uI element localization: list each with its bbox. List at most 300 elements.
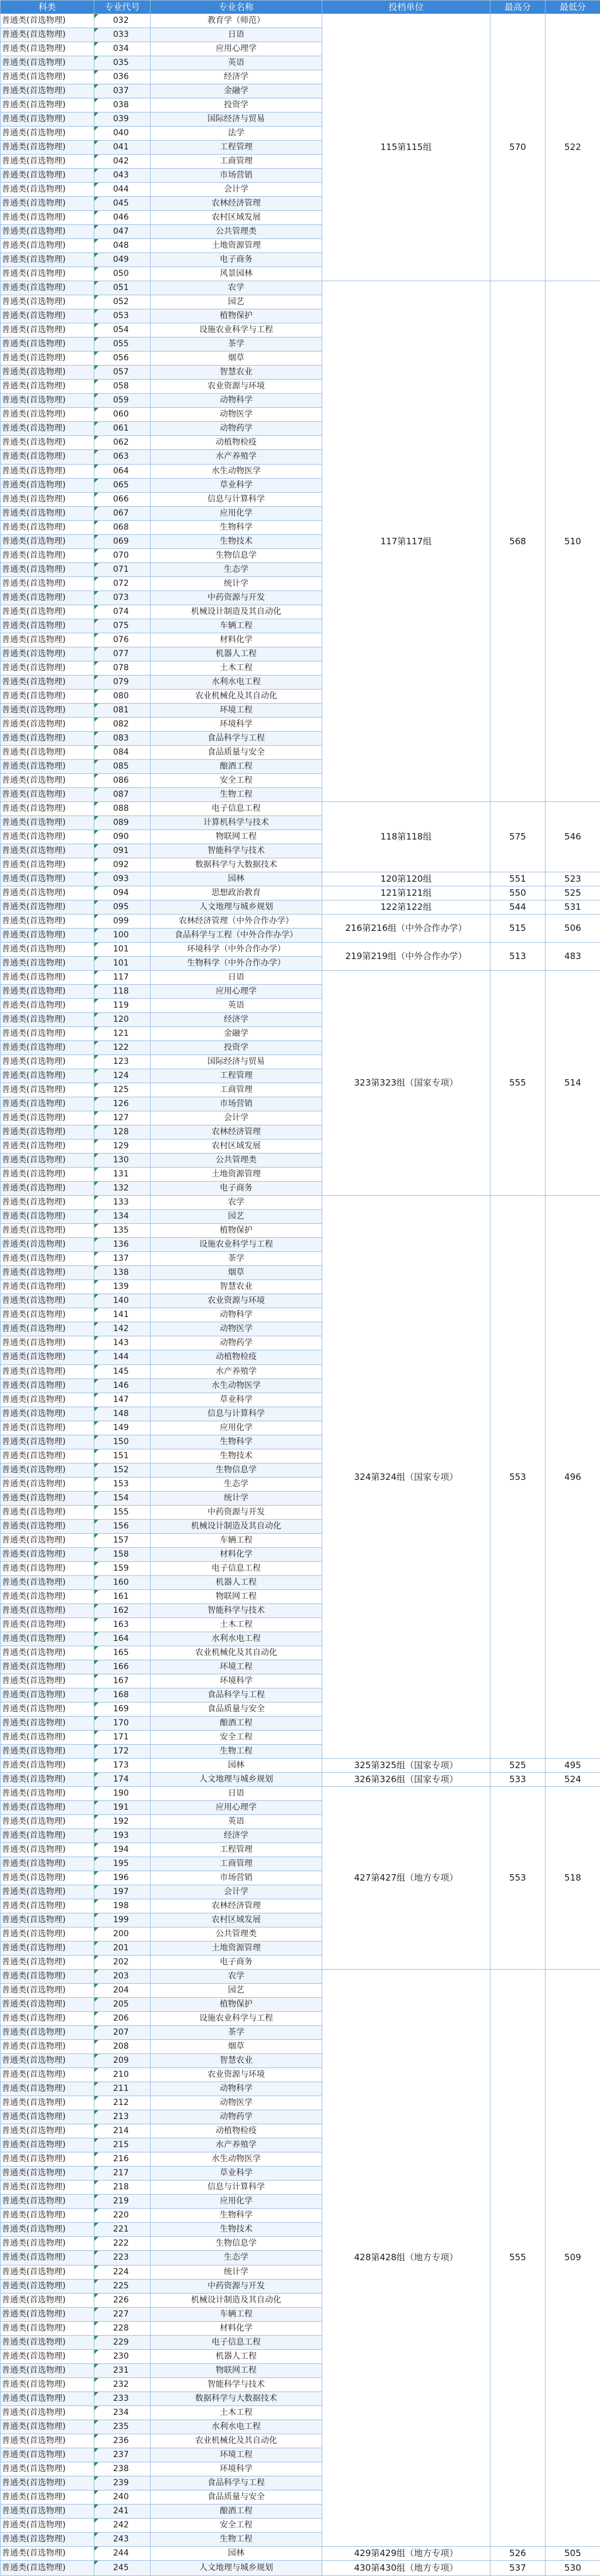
major-name-cell: 机器人工程 [151,1575,322,1589]
major-code-cell: 044 [94,183,151,197]
major-code-cell: 191 [94,1800,151,1814]
category-cell: 普通类(首选物理) [1,2223,94,2237]
max-score-cell: 555 [490,971,546,1196]
major-name-cell: 农学 [151,281,322,295]
min-score-cell: 514 [546,971,600,1196]
major-code-cell: 134 [94,1210,151,1224]
category-cell: 普通类(首选物理) [1,42,94,56]
category-cell: 普通类(首选物理) [1,2462,94,2476]
major-name-cell: 烟草 [151,1266,322,1280]
major-name-cell: 农业机械化及其自动化 [151,1646,322,1660]
major-name-cell: 教育学（师范） [151,14,322,28]
major-name-cell: 应用化学 [151,506,322,520]
min-score-cell: 509 [546,1970,600,2547]
major-name-cell: 公共管理类 [151,1154,322,1168]
major-name-cell: 工程管理 [151,1843,322,1857]
category-cell: 普通类(首选物理) [1,745,94,759]
major-name-cell: 生物技术 [151,534,322,548]
category-cell: 普通类(首选物理) [1,1463,94,1477]
major-code-cell: 205 [94,1998,151,2012]
major-name-cell: 园艺 [151,1210,322,1224]
major-code-cell: 157 [94,1533,151,1547]
min-score-cell: 546 [546,801,600,872]
category-cell: 普通类(首选物理) [1,1477,94,1491]
major-name-cell: 水生动物医学 [151,464,322,478]
major-name-cell: 公共管理类 [151,1927,322,1942]
major-code-cell: 231 [94,2363,151,2377]
table-row [1,2560,600,2575]
category-cell: 普通类(首选物理) [1,1998,94,2012]
admission-unit-cell: 216第216组（中外合作办学） [322,915,490,943]
category-cell: 普通类(首选物理) [1,239,94,253]
max-score-cell: 553 [490,1196,546,1759]
major-name-cell: 生物科学 [151,1435,322,1449]
major-code-cell: 226 [94,2293,151,2307]
max-score-cell: 551 [490,872,546,886]
category-cell: 普通类(首选物理) [1,971,94,985]
major-code-cell: 036 [94,70,151,84]
major-code-cell: 040 [94,127,151,141]
major-code-cell: 153 [94,1477,151,1491]
major-code-cell: 141 [94,1308,151,1322]
major-name-cell: 草业科学 [151,2166,322,2181]
category-cell: 普通类(首选物理) [1,169,94,183]
major-code-cell: 068 [94,520,151,534]
major-name-cell: 物联网工程 [151,1589,322,1603]
major-name-cell: 环境工程 [151,703,322,717]
major-name-cell: 市场营销 [151,1871,322,1885]
major-code-cell: 195 [94,1857,151,1871]
major-name-cell: 生物工程 [151,1744,322,1758]
category-cell: 普通类(首选物理) [1,1125,94,1139]
major-name-cell: 车辆工程 [151,1533,322,1547]
major-name-cell: 人文地理与城乡规划 [151,1772,322,1786]
min-score-cell: 531 [546,900,600,914]
major-name-cell: 智能科学与技术 [151,844,322,858]
major-code-cell: 039 [94,112,151,127]
major-name-cell: 生物技术 [151,1449,322,1463]
major-code-cell: 219 [94,2195,151,2209]
major-name-cell: 会计学 [151,183,322,197]
category-cell: 普通类(首选物理) [1,534,94,548]
major-name-cell: 统计学 [151,576,322,591]
category-cell: 普通类(首选物理) [1,253,94,267]
major-name-cell: 食品质量与安全 [151,745,322,759]
category-cell: 普通类(首选物理) [1,675,94,689]
major-code-cell: 201 [94,1942,151,1956]
major-name-cell: 中药资源与开发 [151,2279,322,2293]
major-code-cell: 135 [94,1224,151,1238]
major-name-cell: 机器人工程 [151,2349,322,2363]
major-name-cell: 植物保护 [151,309,322,323]
major-name-cell: 经济学 [151,70,322,84]
major-name-cell: 工商管理 [151,1083,322,1097]
major-name-cell: 动物药学 [151,422,322,436]
category-cell: 普通类(首选物理) [1,2349,94,2363]
category-cell: 普通类(首选物理) [1,858,94,872]
category-cell: 普通类(首选物理) [1,2504,94,2518]
major-code-cell: 084 [94,745,151,759]
major-name-cell: 材料化学 [151,2321,322,2335]
major-name-cell: 经济学 [151,1829,322,1843]
major-code-cell: 232 [94,2377,151,2391]
category-cell: 普通类(首选物理) [1,1899,94,1913]
major-name-cell: 生物信息学 [151,2237,322,2251]
major-name-cell: 动物科学 [151,1308,322,1322]
major-name-cell: 中药资源与开发 [151,591,322,605]
major-name-cell: 食品科学与工程 [151,1688,322,1702]
major-name-cell: 土木工程 [151,661,322,675]
major-name-cell: 工商管理 [151,1857,322,1871]
major-code-cell: 047 [94,225,151,239]
category-cell: 普通类(首选物理) [1,1336,94,1350]
major-name-cell: 生物信息学 [151,1463,322,1477]
major-name-cell: 安全工程 [151,773,322,787]
major-name-cell: 动物科学 [151,2082,322,2096]
major-name-cell: 水生动物医学 [151,2152,322,2166]
major-name-cell: 土地资源管理 [151,1942,322,1956]
major-code-cell: 170 [94,1716,151,1730]
major-name-cell: 中药资源与开发 [151,1505,322,1519]
major-code-cell: 151 [94,1449,151,1463]
major-code-cell: 218 [94,2181,151,2195]
category-cell: 普通类(首选物理) [1,1013,94,1027]
category-cell: 普通类(首选物理) [1,1857,94,1871]
major-name-cell: 材料化学 [151,1547,322,1561]
category-cell: 普通类(首选物理) [1,1786,94,1800]
major-code-cell: 138 [94,1266,151,1280]
major-name-cell: 工程管理 [151,141,322,155]
category-cell: 普通类(首选物理) [1,2152,94,2166]
category-cell: 普通类(首选物理) [1,422,94,436]
major-name-cell: 园艺 [151,295,322,309]
category-cell: 普通类(首选物理) [1,1632,94,1646]
category-cell: 普通类(首选物理) [1,1154,94,1168]
major-code-cell: 210 [94,2068,151,2082]
major-name-cell: 电子信息工程 [151,1561,322,1575]
major-code-cell: 121 [94,1027,151,1041]
major-name-cell: 动植物检疫 [151,436,322,450]
category-cell: 普通类(首选物理) [1,816,94,830]
major-code-cell: 193 [94,1829,151,1843]
major-code-cell: 147 [94,1393,151,1407]
major-code-cell: 241 [94,2504,151,2518]
major-name-cell: 农学 [151,1970,322,1984]
major-code-cell: 037 [94,84,151,98]
category-cell: 普通类(首选物理) [1,2532,94,2546]
table-row [1,14,600,28]
major-code-cell: 160 [94,1575,151,1589]
category-cell: 普通类(首选物理) [1,1956,94,1970]
major-code-cell: 167 [94,1674,151,1688]
min-score-cell: 518 [546,1786,600,1969]
major-code-cell: 209 [94,2054,151,2068]
admission-unit-cell: 323第323组（国家专项） [322,971,490,1196]
major-code-cell: 065 [94,478,151,492]
table-body [1,14,600,2576]
category-cell: 普通类(首选物理) [1,1716,94,1730]
major-code-cell: 071 [94,562,151,576]
category-cell: 普通类(首选物理) [1,1871,94,1885]
major-name-cell: 应用化学 [151,1421,322,1435]
major-name-cell: 动植物检疫 [151,1350,322,1364]
major-code-cell: 227 [94,2307,151,2321]
major-code-cell: 127 [94,1111,151,1125]
major-name-cell: 食品质量与安全 [151,2490,322,2504]
major-name-cell: 园林 [151,872,322,886]
major-name-cell: 生物工程 [151,2532,322,2546]
major-name-cell: 水利水电工程 [151,2420,322,2434]
major-name-cell: 智能科学与技术 [151,2377,322,2391]
category-cell: 普通类(首选物理) [1,1646,94,1660]
major-code-cell: 211 [94,2082,151,2096]
category-cell: 普通类(首选物理) [1,2209,94,2223]
major-name-cell: 茶学 [151,337,322,352]
category-cell: 普通类(首选物理) [1,281,94,295]
category-cell: 普通类(首选物理) [1,2082,94,2096]
admission-unit-cell: 122第122组 [322,900,490,914]
major-code-cell: 125 [94,1083,151,1097]
category-cell: 普通类(首选物理) [1,1618,94,1632]
major-code-cell: 146 [94,1379,151,1393]
category-cell: 普通类(首选物理) [1,2068,94,2082]
major-code-cell: 140 [94,1294,151,1308]
major-name-cell: 生态学 [151,562,322,576]
category-cell: 普通类(首选物理) [1,112,94,127]
major-name-cell: 智慧农业 [151,366,322,380]
max-score-cell: 544 [490,900,546,914]
category-cell: 普通类(首选物理) [1,366,94,380]
major-name-cell: 会计学 [151,1111,322,1125]
admission-unit-cell: 118第118组 [322,801,490,872]
category-cell: 普通类(首选物理) [1,2054,94,2068]
major-name-cell: 应用心理学 [151,42,322,56]
category-cell: 普通类(首选物理) [1,1069,94,1083]
major-code-cell: 074 [94,605,151,619]
major-name-cell: 水利水电工程 [151,1632,322,1646]
major-name-cell: 设施农业科学与工程 [151,323,322,337]
category-cell: 普通类(首选物理) [1,1350,94,1364]
major-name-cell: 酿酒工程 [151,759,322,773]
major-code-cell: 034 [94,42,151,56]
major-name-cell: 电子商务 [151,1956,322,1970]
major-code-cell: 117 [94,971,151,985]
major-name-cell: 统计学 [151,2265,322,2279]
major-name-cell: 土木工程 [151,1618,322,1632]
category-cell: 普通类(首选物理) [1,352,94,366]
major-code-cell: 094 [94,886,151,900]
category-cell: 普通类(首选物理) [1,759,94,773]
table-row [1,886,600,900]
category-cell: 普通类(首选物理) [1,1027,94,1041]
major-name-cell: 园林 [151,1758,322,1772]
major-code-cell: 164 [94,1632,151,1646]
category-cell: 普通类(首选物理) [1,1111,94,1125]
major-code-cell: 148 [94,1407,151,1421]
category-cell: 普通类(首选物理) [1,141,94,155]
major-code-cell: 149 [94,1421,151,1435]
major-code-cell: 220 [94,2209,151,2223]
major-code-cell: 083 [94,731,151,745]
category-cell: 普通类(首选物理) [1,1238,94,1252]
category-cell: 普通类(首选物理) [1,2448,94,2462]
major-name-cell: 国际经济与贸易 [151,112,322,127]
major-name-cell: 生态学 [151,1477,322,1491]
category-cell: 普通类(首选物理) [1,464,94,478]
admission-unit-cell: 117第117组 [322,281,490,802]
category-cell: 普通类(首选物理) [1,450,94,464]
major-code-cell: 240 [94,2490,151,2504]
category-cell: 普通类(首选物理) [1,2518,94,2532]
major-code-cell: 078 [94,661,151,675]
major-name-cell: 英语 [151,1815,322,1829]
major-code-cell: 229 [94,2335,151,2349]
category-cell: 普通类(首选物理) [1,886,94,900]
major-code-cell: 086 [94,773,151,787]
category-cell: 普通类(首选物理) [1,478,94,492]
major-code-cell: 077 [94,647,151,661]
major-code-cell: 215 [94,2138,151,2152]
major-name-cell: 农村区域发展 [151,211,322,225]
header-major-name: 专业名称 [151,1,322,14]
table-row [1,1786,600,1800]
major-name-cell: 日语 [151,971,322,985]
min-score-cell: 495 [546,1758,600,1772]
category-cell: 普通类(首选物理) [1,647,94,661]
major-name-cell: 食品科学与工程（中外合作办学） [151,929,322,943]
major-code-cell: 052 [94,295,151,309]
category-cell: 普通类(首选物理) [1,506,94,520]
major-code-cell: 058 [94,380,151,394]
major-name-cell: 电子信息工程 [151,2335,322,2349]
table-header-row [1,1,600,14]
category-cell: 普通类(首选物理) [1,661,94,675]
category-cell: 普通类(首选物理) [1,380,94,394]
major-code-cell: 090 [94,830,151,844]
major-code-cell: 163 [94,1618,151,1632]
category-cell: 普通类(首选物理) [1,915,94,929]
major-code-cell: 062 [94,436,151,450]
major-code-cell: 060 [94,408,151,422]
category-cell: 普通类(首选物理) [1,1168,94,1182]
category-cell: 普通类(首选物理) [1,929,94,943]
major-name-cell: 经济学 [151,1013,322,1027]
min-score-cell: 505 [546,2546,600,2560]
major-name-cell: 农业资源与环境 [151,1294,322,1308]
category-cell: 普通类(首选物理) [1,2490,94,2504]
table-row [1,872,600,886]
category-cell: 普通类(首选物理) [1,1294,94,1308]
table-row [1,281,600,295]
major-name-cell: 会计学 [151,1885,322,1899]
major-code-cell: 239 [94,2476,151,2490]
major-name-cell: 酿酒工程 [151,2504,322,2518]
category-cell: 普通类(首选物理) [1,2012,94,2026]
major-name-cell: 生物科学 [151,520,322,534]
major-name-cell: 信息与计算科学 [151,2181,322,2195]
major-code-cell: 045 [94,197,151,211]
major-code-cell: 095 [94,900,151,914]
category-cell: 普通类(首选物理) [1,155,94,169]
major-name-cell: 设施农业科学与工程 [151,1238,322,1252]
table-row [1,1970,600,1984]
major-code-cell: 202 [94,1956,151,1970]
major-code-cell: 145 [94,1364,151,1379]
major-name-cell: 农业机械化及其自动化 [151,2434,322,2448]
category-cell: 普通类(首选物理) [1,28,94,42]
header-admission-unit: 投档单位 [322,1,490,14]
category-cell: 普通类(首选物理) [1,1266,94,1280]
major-code-cell: 144 [94,1350,151,1364]
major-code-cell: 101 [94,957,151,971]
major-name-cell: 水利水电工程 [151,675,322,689]
major-name-cell: 园林 [151,2546,322,2560]
category-cell: 普通类(首选物理) [1,2391,94,2406]
category-cell: 普通类(首选物理) [1,2195,94,2209]
major-name-cell: 车辆工程 [151,619,322,633]
major-code-cell: 168 [94,1688,151,1702]
major-name-cell: 思想政治教育 [151,886,322,900]
major-code-cell: 061 [94,422,151,436]
max-score-cell: 550 [490,886,546,900]
category-cell: 普通类(首选物理) [1,957,94,971]
admission-unit-cell: 427第427组（地方专项） [322,1786,490,1969]
admission-unit-cell: 430第430组（地方专项） [322,2560,490,2575]
category-cell: 普通类(首选物理) [1,1421,94,1435]
major-code-cell: 190 [94,1786,151,1800]
category-cell: 普通类(首选物理) [1,1055,94,1069]
category-cell: 普通类(首选物理) [1,1730,94,1744]
category-cell: 普通类(首选物理) [1,2181,94,2195]
category-cell: 普通类(首选物理) [1,830,94,844]
category-cell: 普通类(首选物理) [1,267,94,281]
category-cell: 普通类(首选物理) [1,1688,94,1702]
category-cell: 普通类(首选物理) [1,408,94,422]
min-score-cell: 522 [546,14,600,281]
category-cell: 普通类(首选物理) [1,1083,94,1097]
major-code-cell: 066 [94,492,151,506]
category-cell: 普通类(首选物理) [1,56,94,70]
major-code-cell: 172 [94,1744,151,1758]
table-row [1,2546,600,2560]
major-name-cell: 土地资源管理 [151,1168,322,1182]
max-score-cell: 568 [490,281,546,802]
category-cell: 普通类(首选物理) [1,548,94,562]
category-cell: 普通类(首选物理) [1,183,94,197]
major-code-cell: 152 [94,1463,151,1477]
category-cell: 普通类(首选物理) [1,2476,94,2490]
major-code-cell: 129 [94,1139,151,1154]
major-code-cell: 072 [94,576,151,591]
major-name-cell: 投资学 [151,1041,322,1055]
major-code-cell: 155 [94,1505,151,1519]
table-row [1,801,600,816]
major-name-cell: 动物医学 [151,408,322,422]
category-cell: 普通类(首选物理) [1,2096,94,2110]
category-cell: 普通类(首选物理) [1,717,94,731]
major-code-cell: 244 [94,2546,151,2560]
major-name-cell: 动物药学 [151,2110,322,2124]
major-name-cell: 动物医学 [151,2096,322,2110]
max-score-cell: 555 [490,1970,546,2547]
major-code-cell: 150 [94,1435,151,1449]
category-cell: 普通类(首选物理) [1,999,94,1013]
major-name-cell: 智慧农业 [151,1280,322,1294]
major-code-cell: 142 [94,1322,151,1336]
major-code-cell: 204 [94,1984,151,1998]
major-code-cell: 174 [94,1772,151,1786]
major-name-cell: 电子商务 [151,253,322,267]
